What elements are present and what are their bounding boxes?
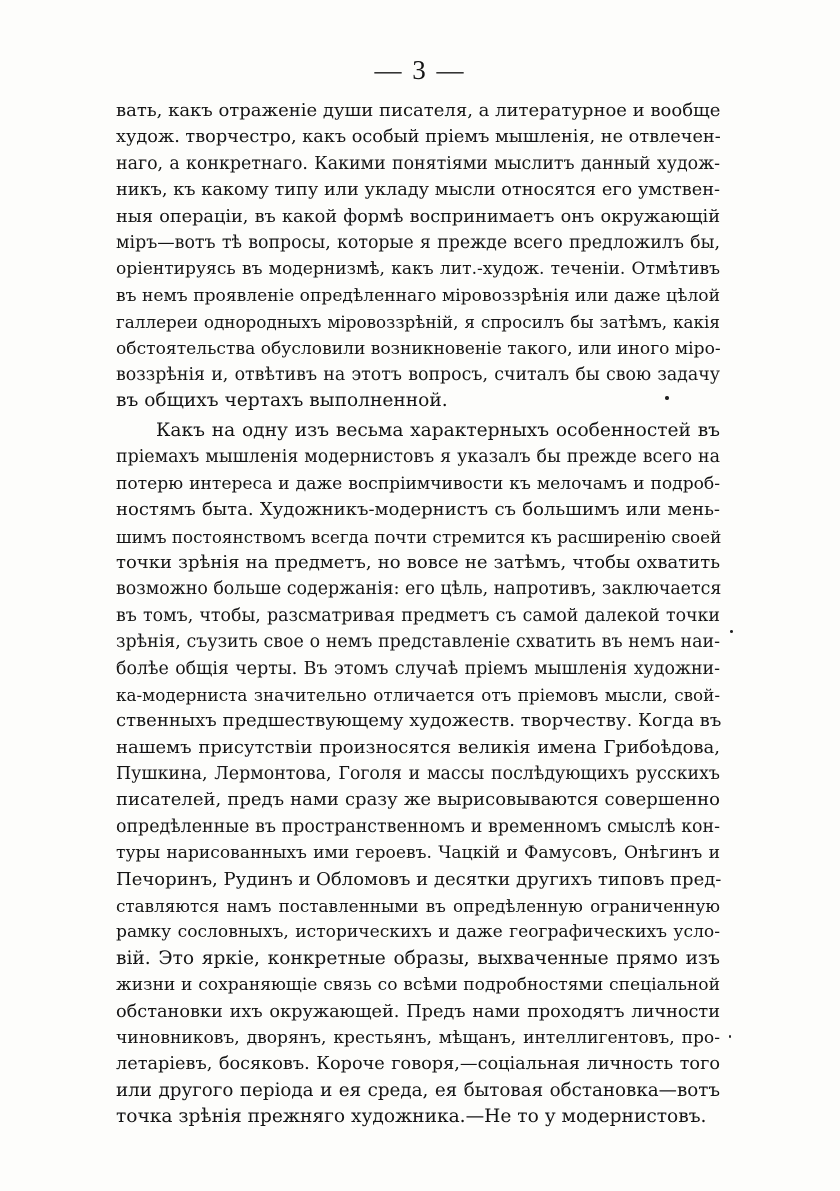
text-line: ностямъ быта. Художникъ-модернистъ съ большимъ или мень- <box>116 499 720 521</box>
text-line: въ томъ, чтобы, разсматривая предметъ съ самой далекой точки <box>116 605 720 626</box>
text-line: нашемъ присутствіи произносятся великія имена Грибоѣдова, <box>116 736 720 758</box>
text-line: наго, а конкретнаго. Какими понятіями мыслитъ данный худож- <box>116 153 720 174</box>
text-line: жизни и сохраняющіе связь со всѣми подробностями спеціальной <box>116 975 720 996</box>
text-line: Пушкина, Лермонтова, Гоголя и массы послѣдующихъ русскихъ <box>116 764 720 785</box>
text-line: рамку сословныхъ, историческихъ и даже географическихъ усло- <box>116 922 720 943</box>
text-line: худож. творчестро, какъ особый пріемъ мышленія, не отвлечен- <box>116 127 721 148</box>
text-line: оріентируясь въ модернизмѣ, какъ лит.-худож. теченіи. Отмѣтивъ <box>116 259 720 280</box>
text-line: или другого періода и ея среда, ея бытовая обстановка—вотъ <box>116 1079 720 1101</box>
text-line: обстановки ихъ окружающей. Предъ нами проходятъ личности <box>116 1001 720 1022</box>
ink-speck <box>665 396 669 400</box>
text-line: ныя операціи, въ какой формѣ воспринимаетъ онъ окружающій <box>116 206 720 227</box>
text-line: въ немъ проявленіе опредѣленнаго міровоззрѣнія или даже цѣлой <box>116 285 720 306</box>
text-line: пріемахъ мышленія модернистовъ я указалъ бы прежде всего на <box>116 447 720 468</box>
text-line: вій. Это яркіе, конкретные образы, выхваченные прямо изъ <box>116 947 720 969</box>
page-number: — 3 — <box>374 55 466 85</box>
text-line: точки зрѣнія на предметъ, но вовсе не затѣмъ, чтобы охватить <box>116 551 720 573</box>
text-line: ставляются намъ поставленными въ опредѣленную ограниченную <box>116 896 720 917</box>
paragraph-1 <box>116 98 720 415</box>
paragraph-2 <box>116 418 720 1131</box>
text-line: зрѣнія, съузить свое о немъ представленіе схватить въ немъ наи- <box>116 632 720 653</box>
text-line: шимъ постоянствомъ всегда почти стремится къ расширенію своей <box>116 526 722 547</box>
text-line: ственныхъ предшествующему художеств. творчеству. Когда въ <box>116 710 722 732</box>
text-line: возможно больше содержанія: его цѣль, напротивъ, заключается <box>116 579 722 600</box>
text-line: вать, какъ отраженіе души писателя, а литературное и вообще <box>116 100 721 121</box>
text-line: болѣе общія черты. Въ этомъ случаѣ пріемъ мышленія художни- <box>116 658 720 679</box>
ink-speck <box>729 1035 731 1038</box>
text-line: точка зрѣнія прежняго художника.—Не то у модернистовъ. <box>116 1106 707 1128</box>
text-line: въ общихъ чертахъ выполненной. <box>116 390 448 412</box>
text-line: Печоринъ, Рудинъ и Обломовъ и десятки другихъ типовъ пред- <box>116 868 722 890</box>
text-line: галлереи однородныхъ міровоззрѣній, я спросилъ бы затѣмъ, какія <box>116 312 720 333</box>
text-line: чиновниковъ, дворянъ, крестьянъ, мѣщанъ, интеллигентовъ, про- <box>116 1027 720 1048</box>
text-line: туры нарисованныхъ ими героевъ. Чацкій и Фамусовъ, Онѣгинъ и <box>116 843 720 864</box>
text-line: потерю интереса и даже воспріимчивости къ мелочамъ и подроб- <box>116 473 720 494</box>
text-line: Какъ на одну изъ весьма характерныхъ особенностей въ <box>156 420 720 441</box>
text-line: обстоятельства обусловили возникновеніе такого, или иного міро- <box>116 338 721 359</box>
ink-speck <box>730 630 733 633</box>
text-line: писателей, предъ нами сразу же вырисовываются совершенно <box>116 789 720 811</box>
text-line: опредѣленные въ пространственномъ и временномъ смыслѣ кон- <box>116 816 720 837</box>
text-line: воззрѣнія и, отвѣтивъ на этотъ вопросъ, считалъ бы свою задачу <box>116 364 720 385</box>
text-line: ка-модерниста значительно отличается отъ пріемовъ мысли, свой- <box>116 684 720 705</box>
text-line: міръ—вотъ тѣ вопросы, которые я прежде всего предложилъ бы, <box>116 232 720 253</box>
text-line: никъ, къ какому типу или укладу мысли относятся его умствен- <box>116 180 720 201</box>
text-line: летаріевъ, босяковъ. Короче говоря,—соціальная личность того <box>116 1054 720 1075</box>
